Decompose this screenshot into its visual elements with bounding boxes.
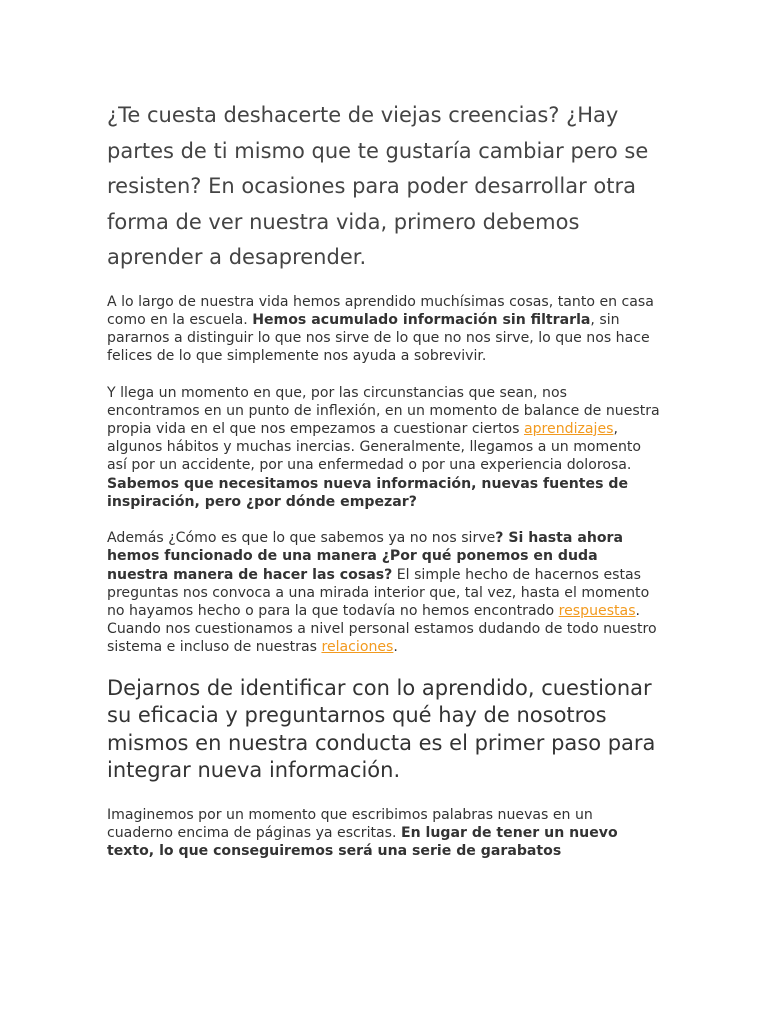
- lead-paragraph: ¿Te cuesta deshacerte de viejas creencias? ¿Hay partes de ti mismo que te gustaría cambiar pero se resisten? En ocasiones para poder desarrollar otra forma de ver nuestra vida, primero debemos aprender a desaprender.: [107, 103, 649, 269]
- link-aprendizajes[interactable]: aprendizajes: [523, 420, 614, 437]
- section-subheading: Dejarnos de identificar con lo aprendido, cuestionar su eficacia y preguntarnos qué hay de nosotros mismos en nuestra conducta es el primer paso para integrar nueva información.: [107, 675, 656, 783]
- paragraph-3-text-1: Además ¿Cómo es que lo que sabemos ya no nos sirve: [107, 530, 496, 547]
- paragraph-2-text-2: , algunos hábitos y muchas inercias. Generalmente, llegamos a un momento así por un accidente, por una enfermedad o por una experiencia dolorosa.: [107, 420, 642, 474]
- paragraph-4-bold-1: En lugar de tener un nuevo texto, lo que conseguiremos será una serie de garabatos: [107, 824, 618, 860]
- paragraph-4-text-1: Imaginemos por un momento que escribimos palabras nuevas en un cuaderno encima de páginas ya escritas.: [107, 806, 593, 841]
- paragraph-1: [107, 293, 663, 366]
- paragraph-2: [107, 384, 663, 511]
- paragraph-2-text-1: Y llega un momento en que, por las circunstancias que sean, nos encontramos en un punto de inflexión, en un momento de balance de nuestra propia vida en el que nos empezamos a cuestionar ciertos: [107, 384, 660, 437]
- paragraph-3-text-3: . Cuando nos cuestionamos a nivel personal estamos dudando de todo nuestro sistema e incluso de nuestras: [107, 602, 657, 656]
- paragraph-2-bold-1: Sabemos que necesitamos nueva información, nuevas fuentes de inspiración, pero ¿por dónde empezar?: [107, 475, 629, 510]
- paragraph-1-text-2: , sin pararnos a distinguir lo que nos sirve de lo que no nos sirve, lo que nos hace felices de lo que simplemente nos ayuda a sobrevivir.: [107, 311, 650, 365]
- paragraph-1-bold-1: Hemos acumulado información sin filtrarla: [252, 311, 591, 328]
- paragraph-3-bold-1: ? Si hasta ahora hemos funcionado de una manera ¿Por qué ponemos en duda nuestra manera de hacer las cosas?: [107, 530, 624, 583]
- paragraph-3-text-4: .: [393, 639, 398, 656]
- paragraph-3: [107, 529, 663, 656]
- link-relaciones[interactable]: relaciones: [321, 639, 394, 656]
- link-respuestas[interactable]: respuestas: [558, 602, 636, 619]
- paragraph-1-text-1: A lo largo de nuestra vida hemos aprendido muchísimas cosas, tanto en casa como en la escuela.: [107, 293, 654, 328]
- paragraph-4: [107, 806, 663, 861]
- paragraph-3-text-2: El simple hecho de hacernos estas preguntas nos convoca a una mirada interior que, tal vez, hasta el momento no hayamos hecho o para la que todavía no hemos encontrado: [107, 566, 650, 619]
- article-body: [107, 98, 663, 879]
